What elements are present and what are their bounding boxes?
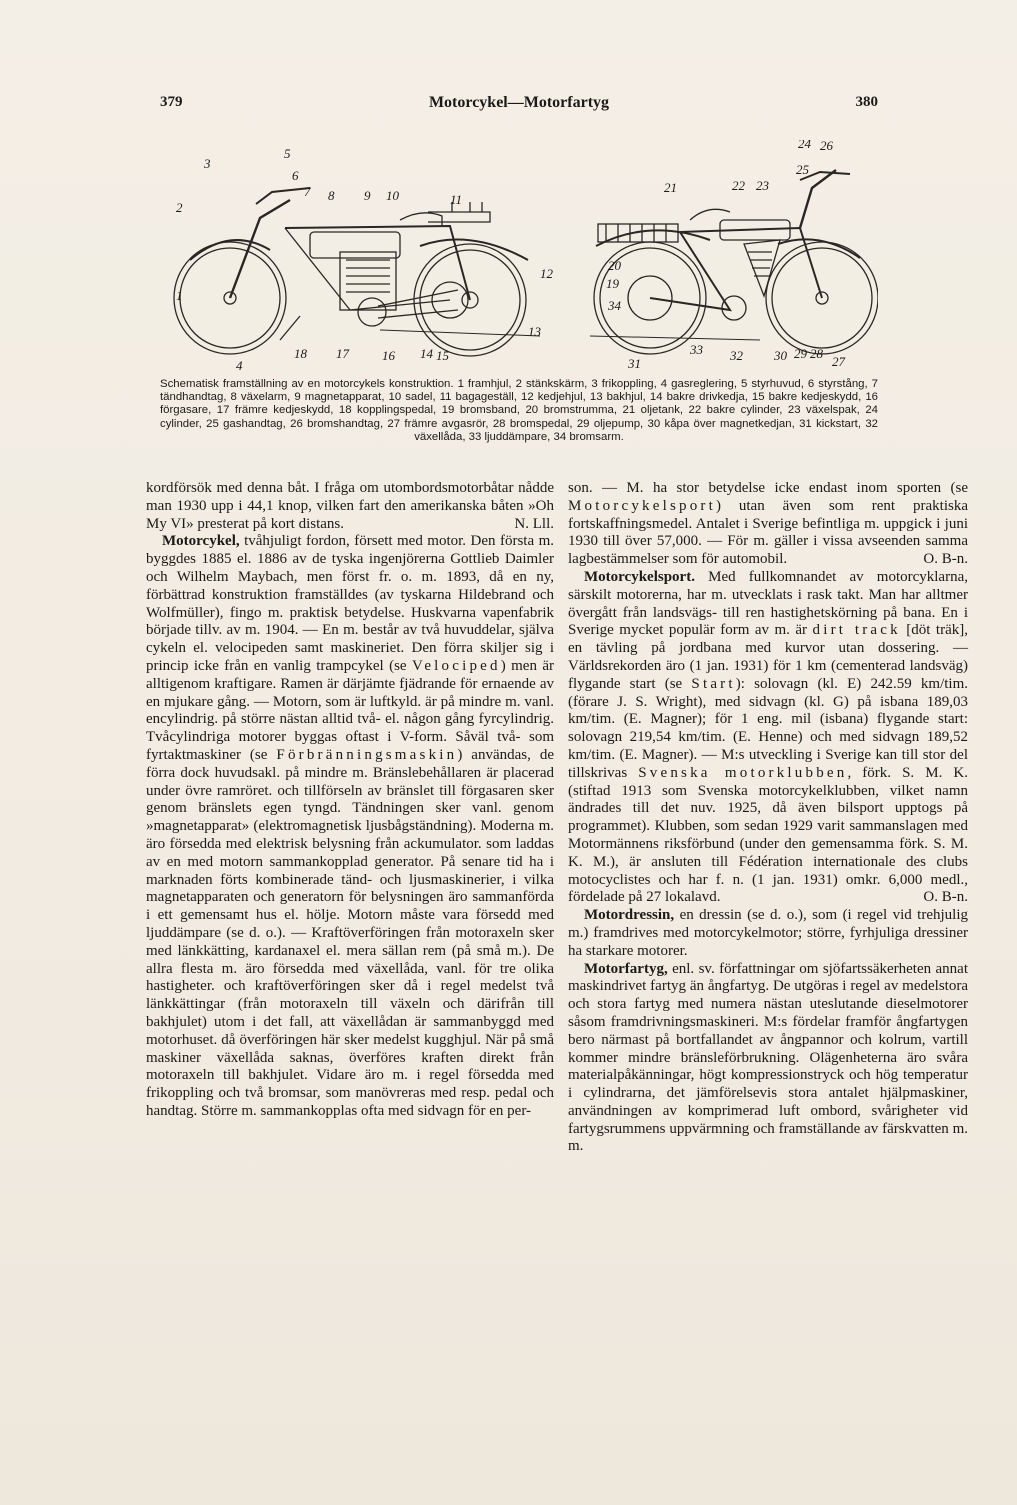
entry-text: ) men är alltigenom kraftigare. Ramen är därjämte fjädrande för ernaende av en mjukare gång. — Motorn, som är luftkyld. är på mindre m. vanl. encylindrig. på större nästan alltid två- el. någon gång fyrcylindrig. Tvåcylindriga motorer byggas oftast i V-form. Såväl två- som fyrtaktmaskiner (se [146,657,554,763]
entry-text: en dressin (se d. o.), som (i regel vid trehjulig m.) framdrives med motorcykelmotor; större, fyrhjuliga dressiner ha starkare motorer. [568,907,968,959]
author-signature: N. Lll. [514,515,554,532]
entry-motordressin [568,907,968,960]
label-20: 20 [608,258,621,273]
author-signature: O. B-n. [923,551,968,568]
label-5: 5 [284,146,291,161]
left-motorcycle-drawing [174,188,540,356]
motorcycle-illustration [160,140,878,376]
running-header [160,94,878,120]
label-33: 33 [690,342,703,357]
cross-reference: Velociped [411,657,501,674]
entry-text: ) utan även som rent praktiska fortskaffningsmedel. Antalet i Sverige befintliga m. uppgick i juni 1930 till över 57,000. — För m. gäller i vissa avseenden samma lagbestämmelser som för automobil. [568,497,968,568]
right-column [568,480,968,1156]
label-31: 31 [628,356,641,371]
label-9: 9 [364,188,371,203]
label-30: 30 [774,348,787,363]
headword-motorcykel: Motorcykel, [162,533,240,550]
entry-text: ): solovagn (kl. E) 242.59 km/tim. (förare J. S. Wright), med sidvagn (kl. G) på isbana 189,03 km/tim. (E. Magner); för 1 eng. mil (isbana) flygande start: solovagn 219,54 km/tim. (E. Henne) och med sidvagn 189,52 km/tim. (E. Magner). — M:s utveckling i Sverige kan till stor del tillskrivas [568,675,968,781]
cross-reference: Start [691,675,736,692]
headword-motorfartyg: Motorfartyg, [584,960,668,977]
header-title: Motorcykel—Motorfartyg [428,94,610,111]
headword-motorcykelsport: Motorcykelsport. [584,568,695,585]
boat-records-text: kordförsök med denna båt. I fråga om utombordsmotorbåtar nådde man 1930 upp i 44,1 knop, vilken fart den amerikanska båten »Oh My VI» presterat på kort distans. [146,480,554,532]
label-1: 1 [176,288,183,303]
label-13: 13 [528,324,541,339]
label-16: 16 [382,348,395,363]
motorcycle-diagram-svg [160,140,878,376]
cross-reference: Svenska motorklubben [638,764,848,781]
label-11: 11 [450,192,463,207]
label-14: 14 [420,346,433,361]
entry-text: tvåhjuligt fordon, försett med motor. Den första m. byggdes 1885 el. 1886 av de tyska ingenjörerna Gottlieb Daimler och Wilhelm Maybach, men först fr. o. m. 1893, då en ny, förbättrad konstruktion framställdes (av tyskarna Hildebrand och Wolfmüller), fingo m. praktisk betydelse. Huskvarna vapenfabrik började tillv. av m. 1904. — En m. består av två huvuddelar, själva cykeln el. velocipeden samt maskineriet. Den förra skiljer sig i princip icke från en vanlig trampcykel (se [146,533,554,674]
entry-motorfartyg [568,961,968,1157]
label-32: 32 [730,348,743,363]
entry-text: ) användas, de förra dock huvudsakl. på mindre m. Bränslebehållaren är placerad under övre ramröret. och tillförseln av bränslet till förgasaren sker genom bränslets egen tyngd. Tändningen sker vanl. genom »magnetapparat» (elektromagnetisk ljusbågständning). Moderna m. äro försedda med elektrisk belysning från ackumulator. som laddas av en med motorn sammankopplad generator. På senare tid ha i marknaden förts kombinerade tänd- och ljusmaskinerier, i vilka magnetapparaten och generatorn för belysningen äro sammanförda i ett gemensamt hus el. hölje. Motorn måste vara försedd med ljuddämpare (se d. o.). — Kraftöverföringen från motoraxeln sker med länkkätting, kardanaxel el. mera sällan rem (på små m.). De allra flesta m. äro försedda med växellåda, vanl. för tre olika hastigheter. och kraftöverföringen sker då i regel medelst två länkkättingar (från motoraxeln till växeln och därifrån till bakhjulet) utom i det fall, att växellådan är sammanbyggd med motorhuset. då överföringen här sker medelst kugghjul. När på små maskiner växellåda saknas, överföres kraften direkt från motoraxeln till bakhjulet. Vidare äro m. i regel försedda med frikoppling och två bromsar, som manövreras med resp. pedal och handtag. Större m. sammankopplas ofta med sidvagn för en per- [146,746,554,1119]
label-21: 21 [664,180,677,195]
left-column [146,480,554,1121]
entry-text: , förk. S. M. K. (stiftad 1913 som Svenska motorcykelklubben, vilket namn ändrades till det nuv. 1925, då även bilsport upptogs på programmet). Klubben, som sedan 1929 varit sammanslagen med Motormännens riksförbund (under den gemensamma förk. S. M. K. M.), är ansluten till Fédération internationale des clubs motocyclistes och har f. n. (1 jan. 1931) omkr. 6,000 medl., fördelade på 27 lokalavd. [568,764,968,906]
cross-reference: Förbränningsmaskin [276,746,458,763]
label-23: 23 [756,178,769,193]
label-22: 22 [732,178,745,193]
cross-reference: dirt track [812,622,901,639]
label-15: 15 [436,348,449,363]
label-28: 28 [810,346,823,361]
label-10: 10 [386,188,399,203]
label-34: 34 [608,298,621,313]
label-4: 4 [236,358,243,373]
label-29: 29 [794,346,807,361]
paragraph-boat-records [146,480,554,533]
page-number-right: 380 [855,94,878,110]
label-27: 27 [832,354,845,369]
label-19: 19 [606,276,619,291]
author-signature: O. B-n. [923,889,968,906]
label-12: 12 [540,266,553,281]
label-24: 24 [798,140,811,151]
figure-caption: Schematisk framställning av en motorcykels konstruktion. 1 framhjul, 2 stänkskärm, 3 frikoppling, 4 gasreglering, 5 styrhuvud, 6 styrstång, 7 tändhandtag, 8 växelarm, 9 magnetapparat, 10 sadel, 11 bagageställ, 12 kedjehjul, 13 bakhjul, 14 bakre drivkedja, 15 bakre kedjeskydd, 16 förgasare, 17 främre kedjeskydd, 18 kopplingspedal, 19 bromsband, 20 bromstrumma, 21 oljetank, 22 bakre cylinder, 23 växelspak, 24 cylinder, 25 gashandtag, 26 bromshandtag, 27 främre avgasrör, 28 bromspedal, 29 oljepump, 30 kåpa över magnetkedjan, 31 kickstart, 32 växellåda, 33 ljuddämpare, 34 bromsarm. [160,378,878,443]
label-6: 6 [292,168,299,183]
label-18: 18 [294,346,307,361]
right-motorcycle-drawing [590,170,878,354]
label-8: 8 [328,188,335,203]
headword-motordressin: Motordressin, [584,907,675,924]
entry-text: [döt träk], en tävling på jordbana med kurvor utan dossering. — Världsrekorden äro (1 jan. 1931) för 1 km (cementerad landsväg) flygande start (se [568,622,968,692]
entry-motorcykel [146,533,554,1120]
label-3: 3 [204,156,211,171]
label-17: 17 [336,346,349,361]
label-25: 25 [796,162,809,177]
entry-text: Med fullkomnandet av motorcyklarna, särskilt motorerna, har m. utvecklats i rask takt. Man har alltmer övergått från landsvägs- till ren hastighetskörning på bana. En i Sverige mycket populär form av m. är [568,568,968,639]
entry-text: son. — M. ha stor betydelse icke endast inom sporten (se [568,480,968,496]
cross-reference: Motorcykelsport [568,497,716,514]
entry-motorcykelsport [568,569,968,907]
entry-text: enl. sv. författningar om sjöfartssäkerheten annat maskindrivet fartyg än ångfartyg. De utgöras i regel av medelstora och stora fartyg med numera nästan uteslutande dieselmotorer såsom framdrivningsmaskineri. M:s fördelar framför ångfartygen bero närmast på bortfallandet av ångpannor och kolrum, vartill kommer mindre bränsleförbrukning. Olägenheterna äro svåra materialpåkänningar, högt kompressionstryck och hög temperatur i cylindrarna, det jämförelsevis stora antalet hjälpmaskiner, användningen av komprimerad luft ombord, svårigheter vid fartygsrummens uppvärmning och framställande av färskvatten m. m. [568,960,968,1155]
entry-motorcykel-continued [568,480,968,569]
page-number-left: 379 [160,94,183,110]
label-7: 7 [304,184,311,199]
label-26: 26 [820,140,833,153]
label-2: 2 [176,200,183,215]
